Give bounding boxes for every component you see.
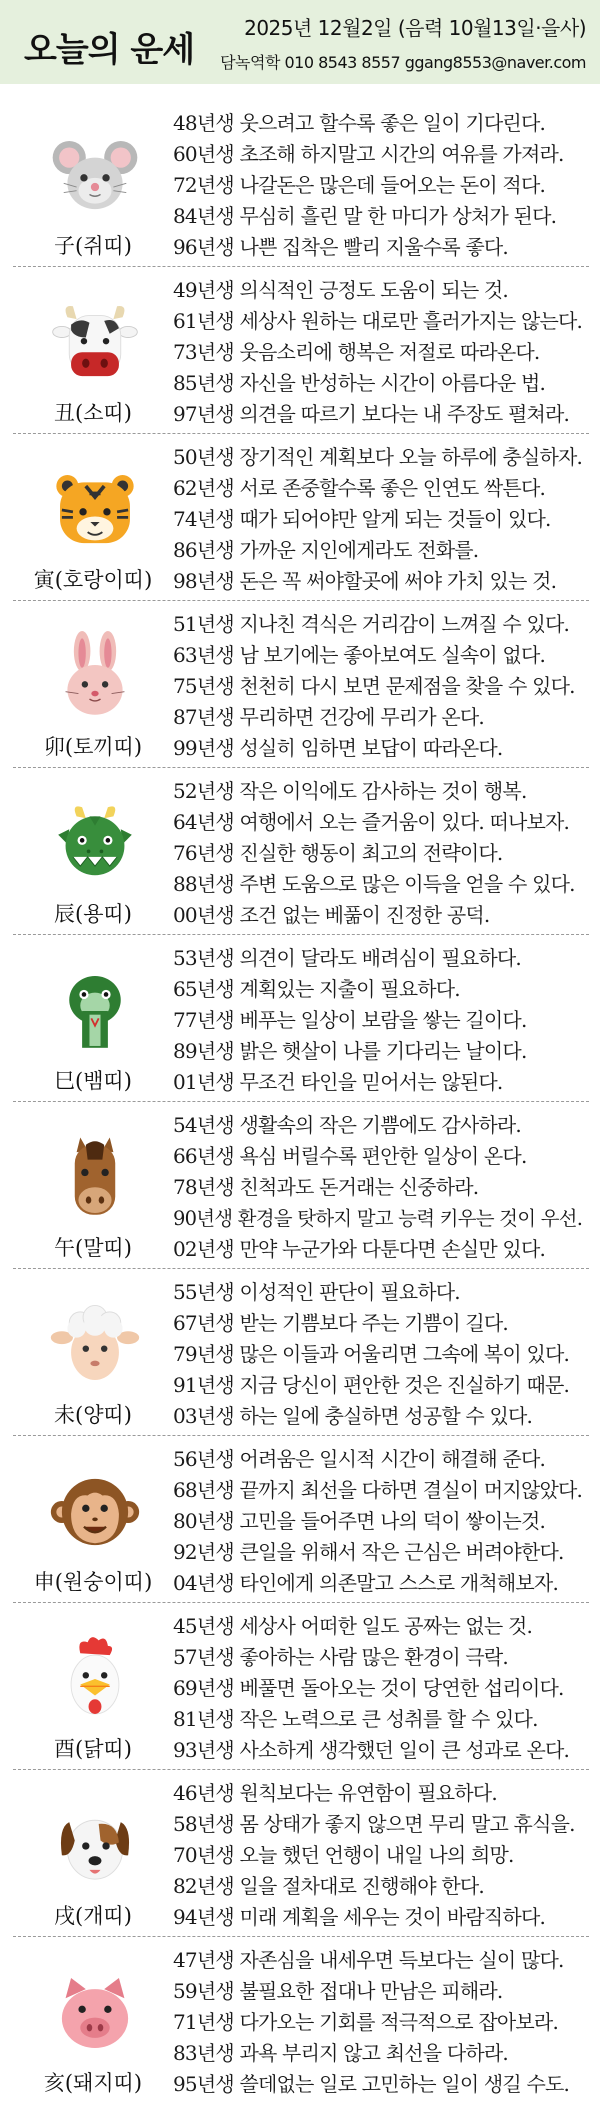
fortune-line: 83년생 과욕 부리지 않고 최선을 다하라.	[173, 2041, 508, 2065]
fortune-line: 96년생 나쁜 집착은 빨리 지울수록 좋다.	[173, 235, 508, 259]
fortune-lines	[173, 108, 589, 263]
sign-label: 戌(개띠)	[54, 1904, 132, 1928]
dog-icon	[49, 1800, 141, 1892]
fortune-line: 80년생 고민을 들어주면 나의 덕이 쌓이는것.	[173, 1509, 546, 1533]
fortune-line: 47년생 자존심을 내세우면 득보다는 실이 많다.	[173, 1948, 564, 1972]
fortune-lines	[173, 609, 589, 764]
fortune-line: 82년생 일을 절차대로 진행해야 한다.	[173, 1874, 484, 1898]
fortune-line: 60년생 초조해 하지말고 시간의 여유를 가져라.	[173, 142, 564, 166]
fortune-lines	[173, 1778, 589, 1933]
sign-label: 巳(뱀띠)	[54, 1069, 132, 1093]
fortune-line: 92년생 큰일을 위해서 작은 근심은 버려야한다.	[173, 1540, 564, 1564]
fortune-line: 65년생 계획있는 지출이 필요하다.	[173, 977, 460, 1001]
fortune-lines	[173, 1444, 589, 1599]
fortune-line: 81년생 작은 노력으로 큰 성취를 할 수 있다.	[173, 1707, 538, 1731]
sign-label: 申(원숭이띠)	[33, 1570, 153, 1594]
sign-monkey	[13, 1436, 589, 1603]
fortune-line: 04년생 타인에게 의존말고 스스로 개척해보자.	[173, 1571, 558, 1595]
sign-label: 午(말띠)	[54, 1236, 132, 1260]
sign-label: 亥(돼지띠)	[43, 2071, 143, 2095]
fortune-line: 77년생 베푸는 일상이 보람을 쌓는 길이다.	[173, 1008, 527, 1032]
fortune-line: 02년생 만약 누군가와 다툰다면 손실만 있다.	[173, 1237, 546, 1261]
fortune-line: 52년생 작은 이익에도 감사하는 것이 행복.	[173, 779, 527, 803]
date-line: 2025년 12월2일 (음력 10월13일·을사)	[244, 16, 586, 40]
snake-icon	[49, 965, 141, 1057]
fortune-line: 85년생 자신을 반성하는 시간이 아름다운 법.	[173, 371, 546, 395]
sign-rabbit	[13, 601, 589, 768]
fortune-line: 03년생 하는 일에 충실하면 성공할 수 있다.	[173, 1404, 533, 1428]
fortune-line: 68년생 끝까지 최선을 다하면 결실이 머지않았다.	[173, 1478, 583, 1502]
fortune-line: 89년생 밝은 햇살이 나를 기다리는 날이다.	[173, 1039, 527, 1063]
fortune-line: 71년생 다가오는 기회를 적극적으로 잡아보라.	[173, 2010, 558, 2034]
fortune-line: 76년생 진실한 행동이 최고의 전략이다.	[173, 841, 503, 865]
sign-ox	[13, 267, 589, 434]
fortune-line: 78년생 친척과도 돈거래는 신중하라.	[173, 1175, 479, 1199]
fortune-line: 86년생 가까운 지인에게라도 전화를.	[173, 538, 479, 562]
sign-label: 丑(소띠)	[54, 401, 132, 425]
fortune-line: 95년생 쓸데없는 일로 고민하는 일이 생길 수도.	[173, 2072, 570, 2096]
fortune-line: 48년생 웃으려고 할수록 좋은 일이 기다린다.	[173, 111, 546, 135]
sheep-icon	[49, 1299, 141, 1391]
zodiac-list	[13, 100, 589, 2103]
monkey-icon	[49, 1466, 141, 1558]
fortune-line: 84년생 무심히 흘린 말 한 마디가 상처가 된다.	[173, 204, 557, 228]
fortune-lines	[173, 275, 589, 430]
page-title: 오늘의 운세	[24, 30, 195, 70]
pig-icon	[49, 1967, 141, 2059]
fortune-lines	[173, 776, 589, 931]
fortune-line: 57년생 좋아하는 사람 많은 환경이 극락.	[173, 1645, 508, 1669]
sign-rooster	[13, 1603, 589, 1770]
fortune-line: 51년생 지나친 격식은 거리감이 느껴질 수 있다.	[173, 612, 570, 636]
fortune-line: 01년생 무조건 타인을 믿어서는 않된다.	[173, 1070, 503, 1094]
sign-label: 子(쥐띠)	[54, 234, 132, 258]
fortune-line: 79년생 많은 이들과 어울리면 그속에 복이 있다.	[173, 1342, 570, 1366]
fortune-line: 46년생 원칙보다는 유연함이 필요하다.	[173, 1781, 497, 1805]
sign-pig	[13, 1937, 589, 2103]
fortune-line: 58년생 몸 상태가 좋지 않으면 무리 말고 휴식을.	[173, 1812, 575, 1836]
sign-label: 酉(닭띠)	[54, 1737, 132, 1761]
fortune-line: 73년생 웃음소리에 행복은 저절로 따라온다.	[173, 340, 540, 364]
fortune-line: 49년생 의식적인 긍정도 도움이 되는 것.	[173, 278, 508, 302]
fortune-lines	[173, 943, 589, 1098]
sign-label: 未(양띠)	[54, 1403, 132, 1427]
fortune-lines	[173, 442, 589, 597]
fortune-line: 88년생 주변 도움으로 많은 이득을 얻을 수 있다.	[173, 872, 575, 896]
sign-dragon	[13, 768, 589, 935]
tiger-icon	[49, 464, 141, 556]
fortune-line: 45년생 세상사 어떠한 일도 공짜는 없는 것.	[173, 1614, 533, 1638]
fortune-line: 70년생 오늘 했던 언행이 내일 나의 희망.	[173, 1843, 514, 1867]
fortune-line: 99년생 성실히 임하면 보답이 따라온다.	[173, 736, 503, 760]
fortune-line: 98년생 돈은 꼭 써야할곳에 써야 가치 있는 것.	[173, 569, 557, 593]
fortune-line: 00년생 조건 없는 베풂이 진정한 공덕.	[173, 903, 490, 927]
sign-label: 卯(토끼띠)	[43, 735, 143, 759]
fortune-line: 94년생 미래 계획을 세우는 것이 바람직하다.	[173, 1905, 546, 1929]
fortune-line: 61년생 세상사 원하는 대로만 흘러가지는 않는다.	[173, 309, 583, 333]
fortune-line: 74년생 때가 되어야만 알게 되는 것들이 있다.	[173, 507, 551, 531]
sign-snake	[13, 935, 589, 1102]
sign-dog	[13, 1770, 589, 1937]
dragon-icon	[49, 798, 141, 890]
sign-horse	[13, 1102, 589, 1269]
fortune-line: 90년생 환경을 탓하지 말고 능력 키우는 것이 우선.	[173, 1207, 583, 1230]
fortune-line: 59년생 불필요한 접대나 만남은 피해라.	[173, 1979, 503, 2003]
sign-sheep	[13, 1269, 589, 1436]
rabbit-icon	[49, 631, 141, 723]
fortune-lines	[173, 1611, 589, 1766]
fortune-line: 64년생 여행에서 오는 즐거움이 있다. 떠나보자.	[173, 810, 570, 834]
fortune-lines	[173, 1110, 589, 1265]
fortune-line: 69년생 베풀면 돌아오는 것이 당연한 섭리이다.	[173, 1676, 564, 1700]
fortune-line: 63년생 남 보기에는 좋아보여도 실속이 없다.	[173, 643, 546, 667]
sign-label: 寅(호랑이띠)	[33, 568, 153, 592]
rooster-icon	[49, 1633, 141, 1725]
fortune-line: 53년생 의견이 달라도 배려심이 필요하다.	[173, 946, 521, 970]
sign-tiger	[13, 434, 589, 601]
fortune-line: 87년생 무리하면 건강에 무리가 온다.	[173, 705, 484, 729]
fortune-line: 97년생 의견을 따르기 보다는 내 주장도 펼쳐라.	[173, 402, 570, 426]
fortune-lines	[173, 1277, 589, 1432]
fortune-line: 72년생 나갈돈은 많은데 들어오는 돈이 적다.	[173, 173, 546, 197]
sign-label: 辰(용띠)	[54, 902, 132, 926]
ox-icon	[49, 297, 141, 389]
fortune-line: 56년생 어려움은 일시적 시간이 해결해 준다.	[173, 1447, 546, 1471]
horse-icon	[49, 1132, 141, 1224]
fortune-line: 67년생 받는 기쁨보다 주는 기쁨이 길다.	[173, 1311, 508, 1335]
sign-rat	[13, 100, 589, 267]
fortune-line: 93년생 사소하게 생각했던 일이 큰 성과로 온다.	[173, 1738, 570, 1762]
fortune-line: 50년생 장기적인 계획보다 오늘 하루에 충실하자.	[173, 445, 583, 469]
fortune-lines	[173, 1945, 589, 2100]
fortune-line: 75년생 천천히 다시 보면 문제점을 찾을 수 있다.	[173, 674, 575, 698]
fortune-line: 66년생 욕심 버릴수록 편안한 일상이 온다.	[173, 1144, 527, 1168]
header	[0, 0, 600, 84]
fortune-line: 54년생 생활속의 작은 기쁨에도 감사하라.	[173, 1113, 521, 1137]
fortune-line: 91년생 지금 당신이 편안한 것은 진실하기 때문.	[173, 1373, 570, 1397]
fortune-line: 62년생 서로 존중할수록 좋은 인연도 싹튼다.	[173, 476, 546, 500]
fortune-line: 55년생 이성적인 판단이 필요하다.	[173, 1280, 460, 1304]
rat-icon	[49, 130, 141, 222]
contact-line: 담녹역학 010 8543 8557 ggang8553@naver.com	[220, 53, 586, 72]
